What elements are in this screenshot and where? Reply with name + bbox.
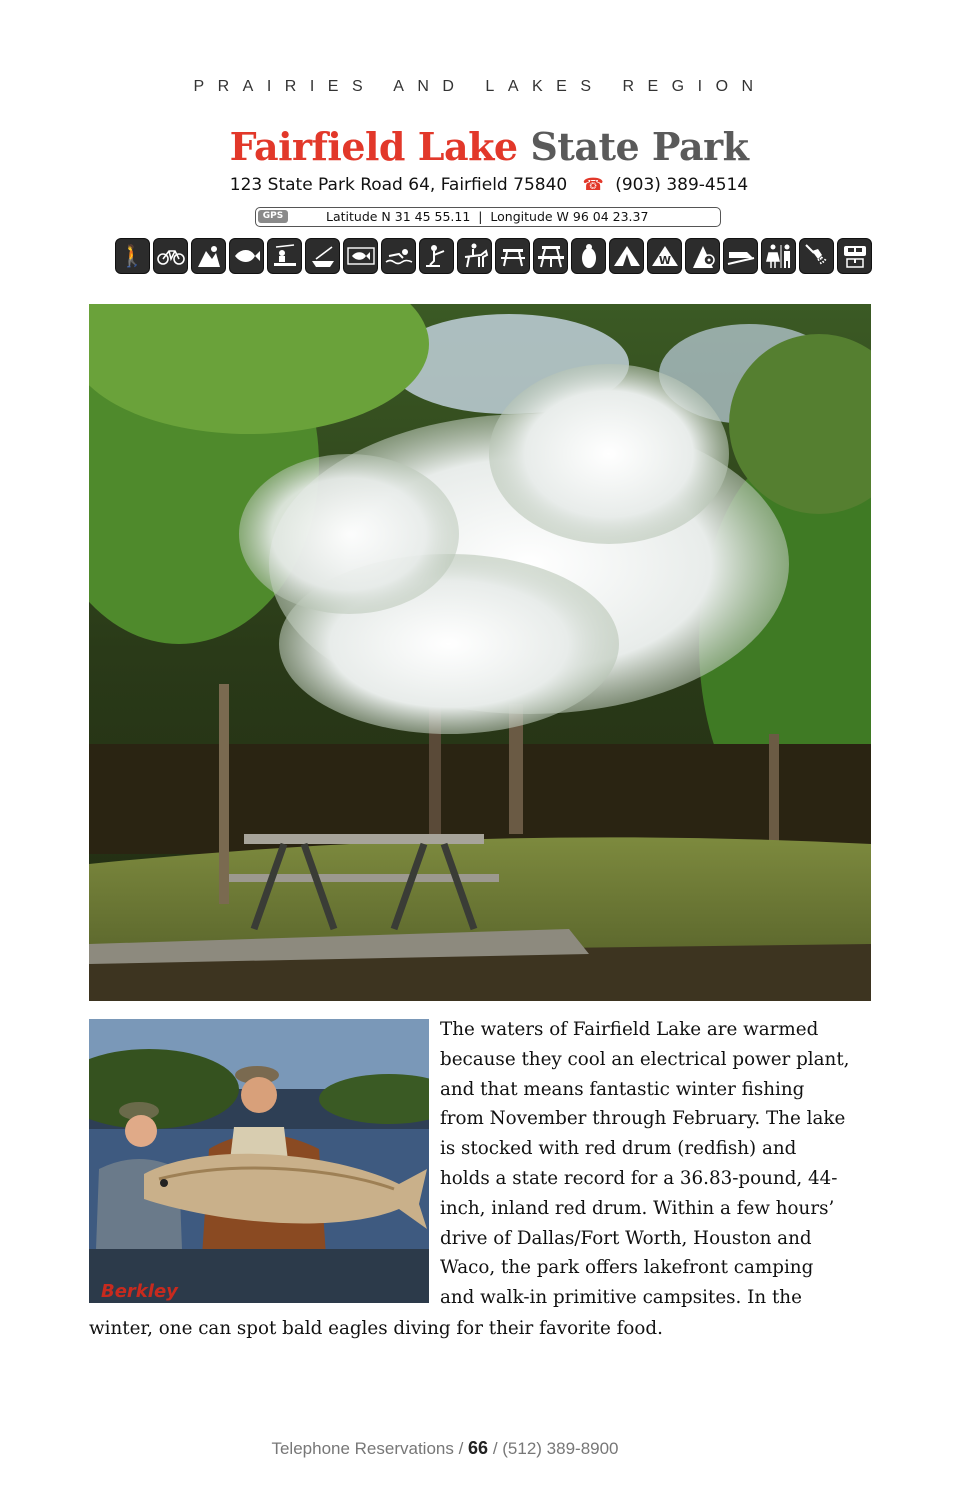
footer-prefix: Telephone Reservations / [271, 1439, 464, 1458]
park-title-name: Fairfield Lake [229, 124, 518, 169]
group-picnic-icon [533, 238, 568, 274]
article-line: drive of Dallas/Fort Worth, Houston and [440, 1227, 812, 1249]
gps-label: GPS [258, 210, 288, 223]
water-camping-icon [647, 238, 682, 274]
article-line: and that means fantastic winter fishing [440, 1078, 805, 1100]
gps-box [255, 207, 721, 227]
restrooms-icon [761, 238, 796, 274]
shower-icon [799, 238, 834, 274]
svg-text:W: W [658, 254, 671, 267]
region-header: PRAIRIES AND LAKES REGION [193, 78, 767, 95]
red-drum-catch-photo [89, 1019, 429, 1303]
water-skiing-icon [419, 238, 454, 274]
park-title [0, 124, 960, 169]
hiking-icon: 🚶 [115, 238, 150, 274]
dogwood-tree-photo [89, 304, 871, 1001]
horseback-icon [457, 238, 492, 274]
boat-fishing-icon [305, 238, 340, 274]
tent-camping-icon [609, 238, 644, 274]
svg-text:Berkley: Berkley [101, 1281, 178, 1302]
birding-icon [571, 238, 606, 274]
article-line: from November through February. The lake [440, 1108, 846, 1130]
footer-phone: / (512) 389-8900 [492, 1439, 619, 1458]
fish-cleaning-icon [343, 238, 378, 274]
article-line: is stocked with red drum (redfish) and [440, 1138, 797, 1160]
article-line: and walk-in primitive campsites. In the [440, 1287, 802, 1309]
amenity-icons-bar [115, 238, 872, 276]
page-footer [0, 1438, 890, 1459]
article-line: inch, inland red drum. Within a few hours’ [440, 1197, 835, 1219]
gps-coordinates: Latitude N 31 45 55.11 | Longitude W 96 04 23.37 [326, 209, 649, 224]
pier-fishing-icon [267, 238, 302, 274]
article-line: holds a state record for a 36.83-pound, 44- [440, 1167, 838, 1189]
phone-icon: ☎ [582, 175, 604, 195]
rv-dump-icon [837, 238, 872, 274]
park-address-line [0, 175, 960, 195]
article-last-line: winter, one can spot bald eagles diving for their favorite food. [89, 1318, 663, 1339]
picnic-table-icon [495, 238, 530, 274]
page-number: 66 [468, 1438, 489, 1458]
article-body [440, 1015, 895, 1313]
fishing-icon [229, 238, 264, 274]
mountain-biking-icon [191, 238, 226, 274]
electric-hookup-icon [685, 238, 720, 274]
park-phone: (903) 389-4514 [615, 175, 749, 195]
boat-ramp-icon [723, 238, 758, 274]
article-line: because they cool an electrical power plant, [440, 1048, 850, 1070]
biking-icon [153, 238, 188, 274]
park-address: 123 State Park Road 64, Fairfield 75840 [229, 175, 568, 195]
article-line: The waters of Fairfield Lake are warmed [440, 1019, 819, 1040]
swimming-icon [381, 238, 416, 274]
park-title-suffix: State Park [530, 124, 749, 169]
article-line: Waco, the park offers lakefront camping [440, 1257, 814, 1279]
